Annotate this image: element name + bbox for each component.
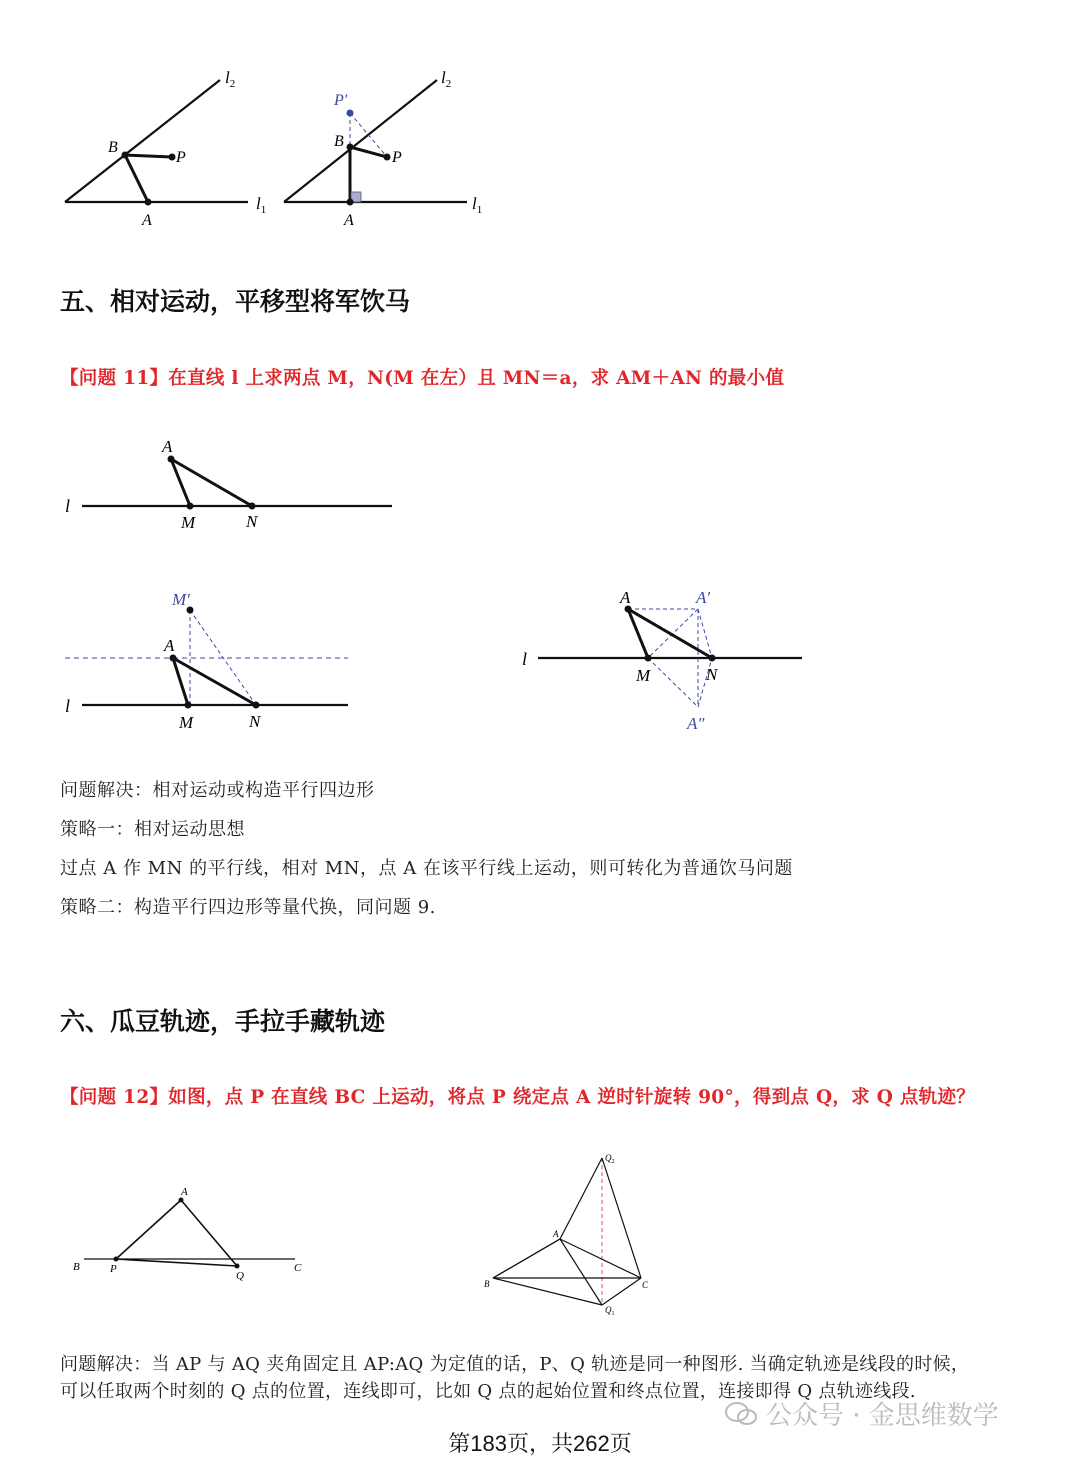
point-A (168, 456, 175, 463)
point-A (170, 655, 177, 662)
label-l1: $l_1$ (256, 194, 267, 216)
label-C: C (294, 1262, 302, 1274)
point-B (347, 144, 354, 151)
label-l: l (65, 696, 71, 716)
label-A: A (620, 588, 631, 607)
label-C: C (642, 1280, 649, 1290)
segment-BQ1 (493, 1278, 602, 1305)
solution-line-4: 策略二：构造平行四边形等量代换，同问题 9. (60, 897, 436, 918)
point-M (645, 655, 652, 662)
point-N (253, 702, 260, 709)
dashed-PprimeP (350, 113, 387, 157)
label-A: A (142, 212, 152, 229)
point-M (185, 702, 192, 709)
label-B: B (73, 1261, 80, 1273)
point-A (179, 1198, 184, 1203)
label-P: P (176, 149, 186, 166)
dashed-AprimeM (648, 609, 698, 658)
solution-line-2: 策略一：相对运动思想 (60, 819, 245, 840)
label-Adoubleprime: A″ (687, 714, 705, 733)
problem-12: 【问题 12】如图，点 P 在直线 BC 上运动，将点 P 绕定点 A 逆时针旋转 90°，得到点 Q，求 Q 点轨迹？ (60, 1087, 976, 1108)
figure-problem11-a (0, 430, 420, 540)
solution12-line-2: 可以任取两个时刻的 Q 点的位置，连线即可，比如 Q 点的起始位置和终点位置，连接即得 Q 点轨迹线段. (60, 1381, 916, 1402)
label-A: A (162, 437, 173, 456)
label-B: B (484, 1279, 490, 1289)
segment-AN (171, 459, 252, 506)
label-B: B (334, 133, 344, 150)
watermark-text: 公众号 · 金思维数学 (766, 1401, 999, 1431)
section6-title: 六、瓜豆轨迹，手拉手藏轨迹 (60, 1007, 386, 1036)
solution-line-3: 过点 A 作 MN 的平行线，相对 MN，点 A 在该平行线上运动，则可转化为普通饮马问题 (60, 858, 793, 879)
figure-angle-lines (0, 55, 520, 240)
figure1-left (65, 68, 266, 229)
label-Q: Q (236, 1270, 244, 1282)
point-M (187, 503, 194, 510)
label-l: l (522, 649, 528, 669)
segment-AN (628, 609, 712, 658)
point-Q (235, 1264, 240, 1269)
figure-problem11-c (500, 585, 820, 740)
figure1-right (284, 68, 482, 229)
label-M: M (181, 513, 196, 532)
segment-Q2C (602, 1158, 641, 1278)
label-Q2: $Q_2$ (605, 1153, 615, 1165)
label-N: N (249, 712, 261, 731)
label-A: A (164, 636, 175, 655)
segment-BP (125, 155, 172, 157)
problem-11: 【问题 11】在直线 l 上求两点 M，N(M 在左）且 MN＝a，求 AM＋AN 的最小值 (60, 368, 785, 389)
point-N (709, 655, 716, 662)
segment-BA (125, 155, 148, 202)
segment-AP (116, 1200, 181, 1259)
point-B (122, 152, 129, 159)
point-Pprime (347, 110, 354, 117)
line-l2 (284, 80, 437, 202)
wechat-icon (724, 1400, 758, 1428)
point-P (169, 154, 176, 161)
label-M: M (179, 713, 194, 732)
label-l2: $l_2$ (225, 68, 236, 90)
hidden-guide (493, 1158, 602, 1278)
point-P (384, 154, 391, 161)
label-Q1: $Q_1$ (605, 1305, 615, 1317)
label-A: A (553, 1229, 559, 1239)
label-B: B (108, 139, 118, 156)
segment-Q2A (560, 1158, 602, 1239)
label-l2: $l_2$ (441, 68, 452, 90)
figure-problem11-b (0, 585, 380, 740)
point-A (347, 199, 354, 206)
dashed-MApp (648, 658, 698, 707)
segment-BP (350, 147, 387, 157)
point-N (249, 503, 256, 510)
label-Mprime: M′ (172, 590, 190, 609)
segment-CQ1 (602, 1278, 641, 1305)
point-P (114, 1257, 119, 1262)
label-l1: $l_1$ (472, 194, 483, 216)
label-l: l (65, 496, 71, 516)
figure-problem12-a (60, 1180, 320, 1290)
solution12-line-1: 问题解决：当 AP 与 AQ 夹角固定且 AP:AQ 为定值的话，P、Q 轨迹是同一种图形. 当确定轨迹是线段的时候， (60, 1354, 970, 1375)
label-N: N (246, 512, 258, 531)
label-P: P (392, 149, 402, 166)
page-number: 第183页，共262页 (448, 1431, 632, 1456)
label-M: M (636, 666, 651, 685)
label-A: A (181, 1186, 188, 1198)
label-Aprime: A′ (696, 588, 711, 607)
section5-title: 五、相对运动，平移型将军饮马 (60, 287, 411, 316)
point-A (145, 199, 152, 206)
line-l2 (65, 80, 220, 202)
label-P: P (110, 1263, 117, 1275)
segment-BA (493, 1239, 560, 1278)
segment-PQ (116, 1259, 237, 1266)
solution-line-1: 问题解决：相对运动或构造平行四边形 (60, 780, 375, 801)
label-Pprime: P′ (334, 92, 348, 109)
segment-AQ (181, 1200, 237, 1266)
label-A: A (344, 212, 354, 229)
figure-problem12-b (470, 1145, 670, 1320)
label-N: N (706, 665, 718, 684)
